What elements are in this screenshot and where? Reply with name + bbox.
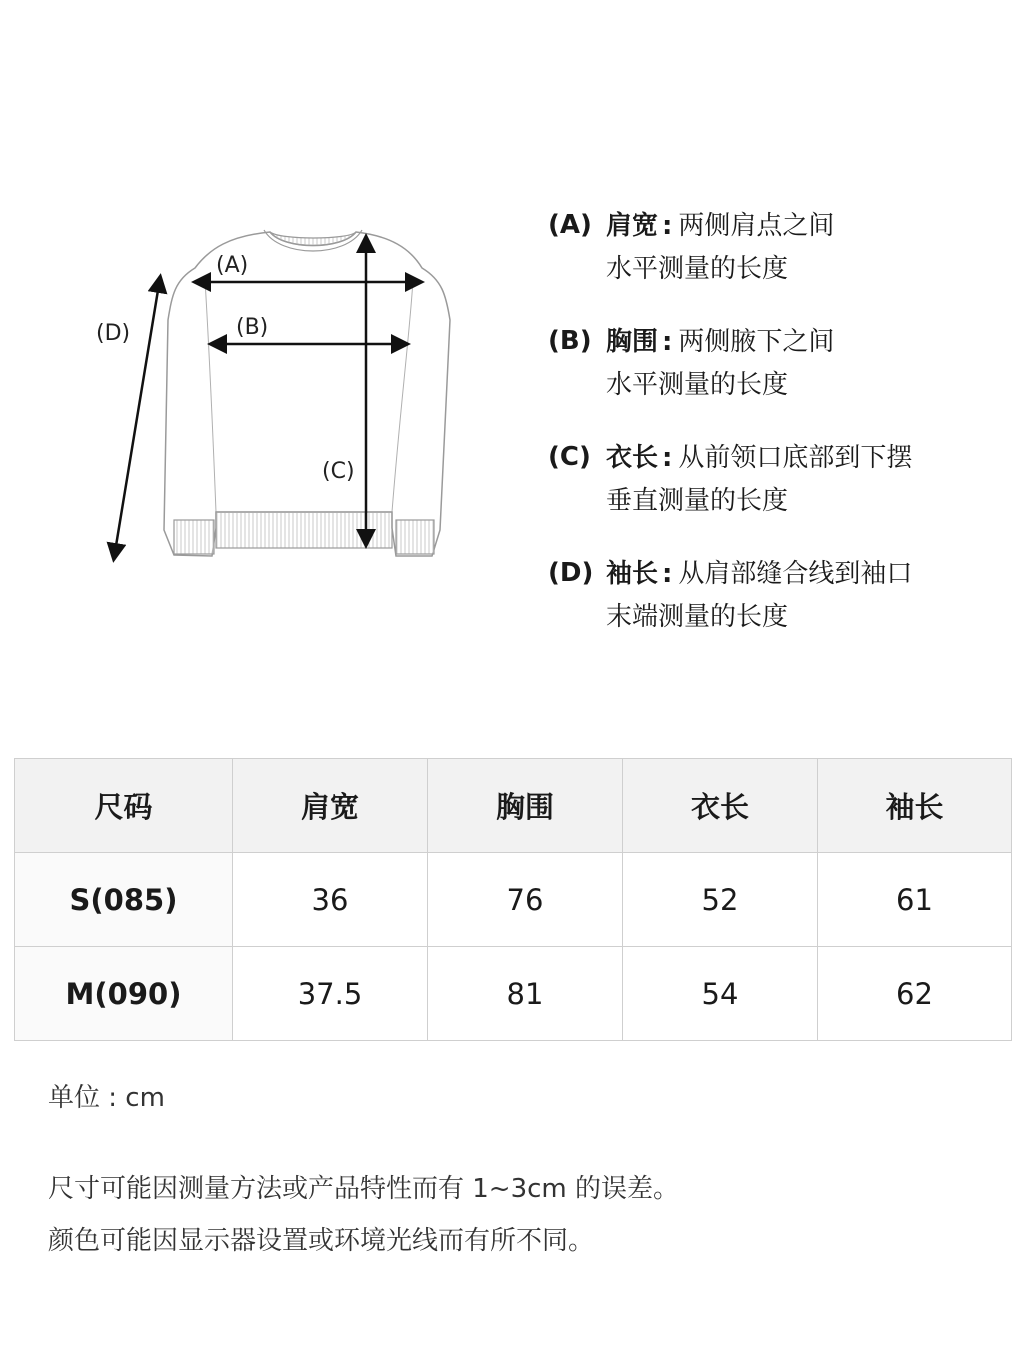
legend-letter: (A) [548,210,592,240]
arrow-d [114,278,160,558]
legend-desc-line1: 从肩部缝合线到袖口 [678,559,913,589]
legend-name: 衣长 [606,443,659,473]
label-c: (C) [322,459,355,484]
label-b: (B) [236,315,269,340]
table-header-row [15,759,1012,853]
legend-desc-line2: 水平测量的长度 [606,370,789,400]
legend-separator: : [662,211,673,241]
left-cuff [174,520,214,554]
legend-item-c [548,437,1008,523]
table-row [15,947,1012,1041]
label-d: (D) [96,321,131,346]
legend-desc-line1: 两侧肩点之间 [678,211,835,241]
measurement-legend [548,205,1008,669]
right-cuff [396,520,434,554]
legend-letter: (C) [548,442,591,472]
cell-size: M(090) [15,947,233,1041]
header-length: 衣长 [623,759,818,853]
size-table [14,758,1012,1041]
cell-chest: 76 [428,853,623,947]
cell-shoulder: 36 [233,853,428,947]
legend-name: 肩宽 [606,211,659,241]
sweater-illustration [80,210,500,590]
cell-sleeve: 61 [818,853,1012,947]
legend-separator: : [662,559,673,589]
sweater-outline [164,232,450,556]
header-sleeve: 袖长 [818,759,1012,853]
note-color-variance: 颜色可能因显示器设置或环境光线而有所不同。 [48,1226,595,1256]
cell-sleeve: 62 [818,947,1012,1041]
label-a: (A) [216,253,249,278]
legend-desc-line2: 水平测量的长度 [606,254,789,284]
legend-item-d [548,553,1008,639]
legend-desc-line1: 两侧腋下之间 [678,327,835,357]
legend-name: 袖长 [606,559,659,589]
legend-desc-line2: 垂直测量的长度 [606,486,789,516]
legend-letter: (B) [548,326,592,356]
legend-desc-line1: 从前领口底部到下摆 [678,443,913,473]
legend-letter: (D) [548,558,594,588]
cell-length: 54 [623,947,818,1041]
note-measurement-error: 尺寸可能因测量方法或产品特性而有 1~3cm 的误差。 [48,1174,680,1204]
legend-item-b [548,321,1008,407]
legend-item-a [548,205,1008,291]
header-chest: 胸围 [428,759,623,853]
table-row [15,853,1012,947]
legend-separator: : [662,443,673,473]
legend-desc-line2: 末端测量的长度 [606,602,789,632]
cell-shoulder: 37.5 [233,947,428,1041]
legend-separator: : [662,327,673,357]
cell-size: S(085) [15,853,233,947]
header-shoulder: 肩宽 [233,759,428,853]
unit-label: 单位 : cm [48,1083,165,1113]
header-size: 尺码 [15,759,233,853]
cell-length: 52 [623,853,818,947]
legend-name: 胸围 [606,327,659,357]
sweater-diagram [80,210,500,590]
cell-chest: 81 [428,947,623,1041]
